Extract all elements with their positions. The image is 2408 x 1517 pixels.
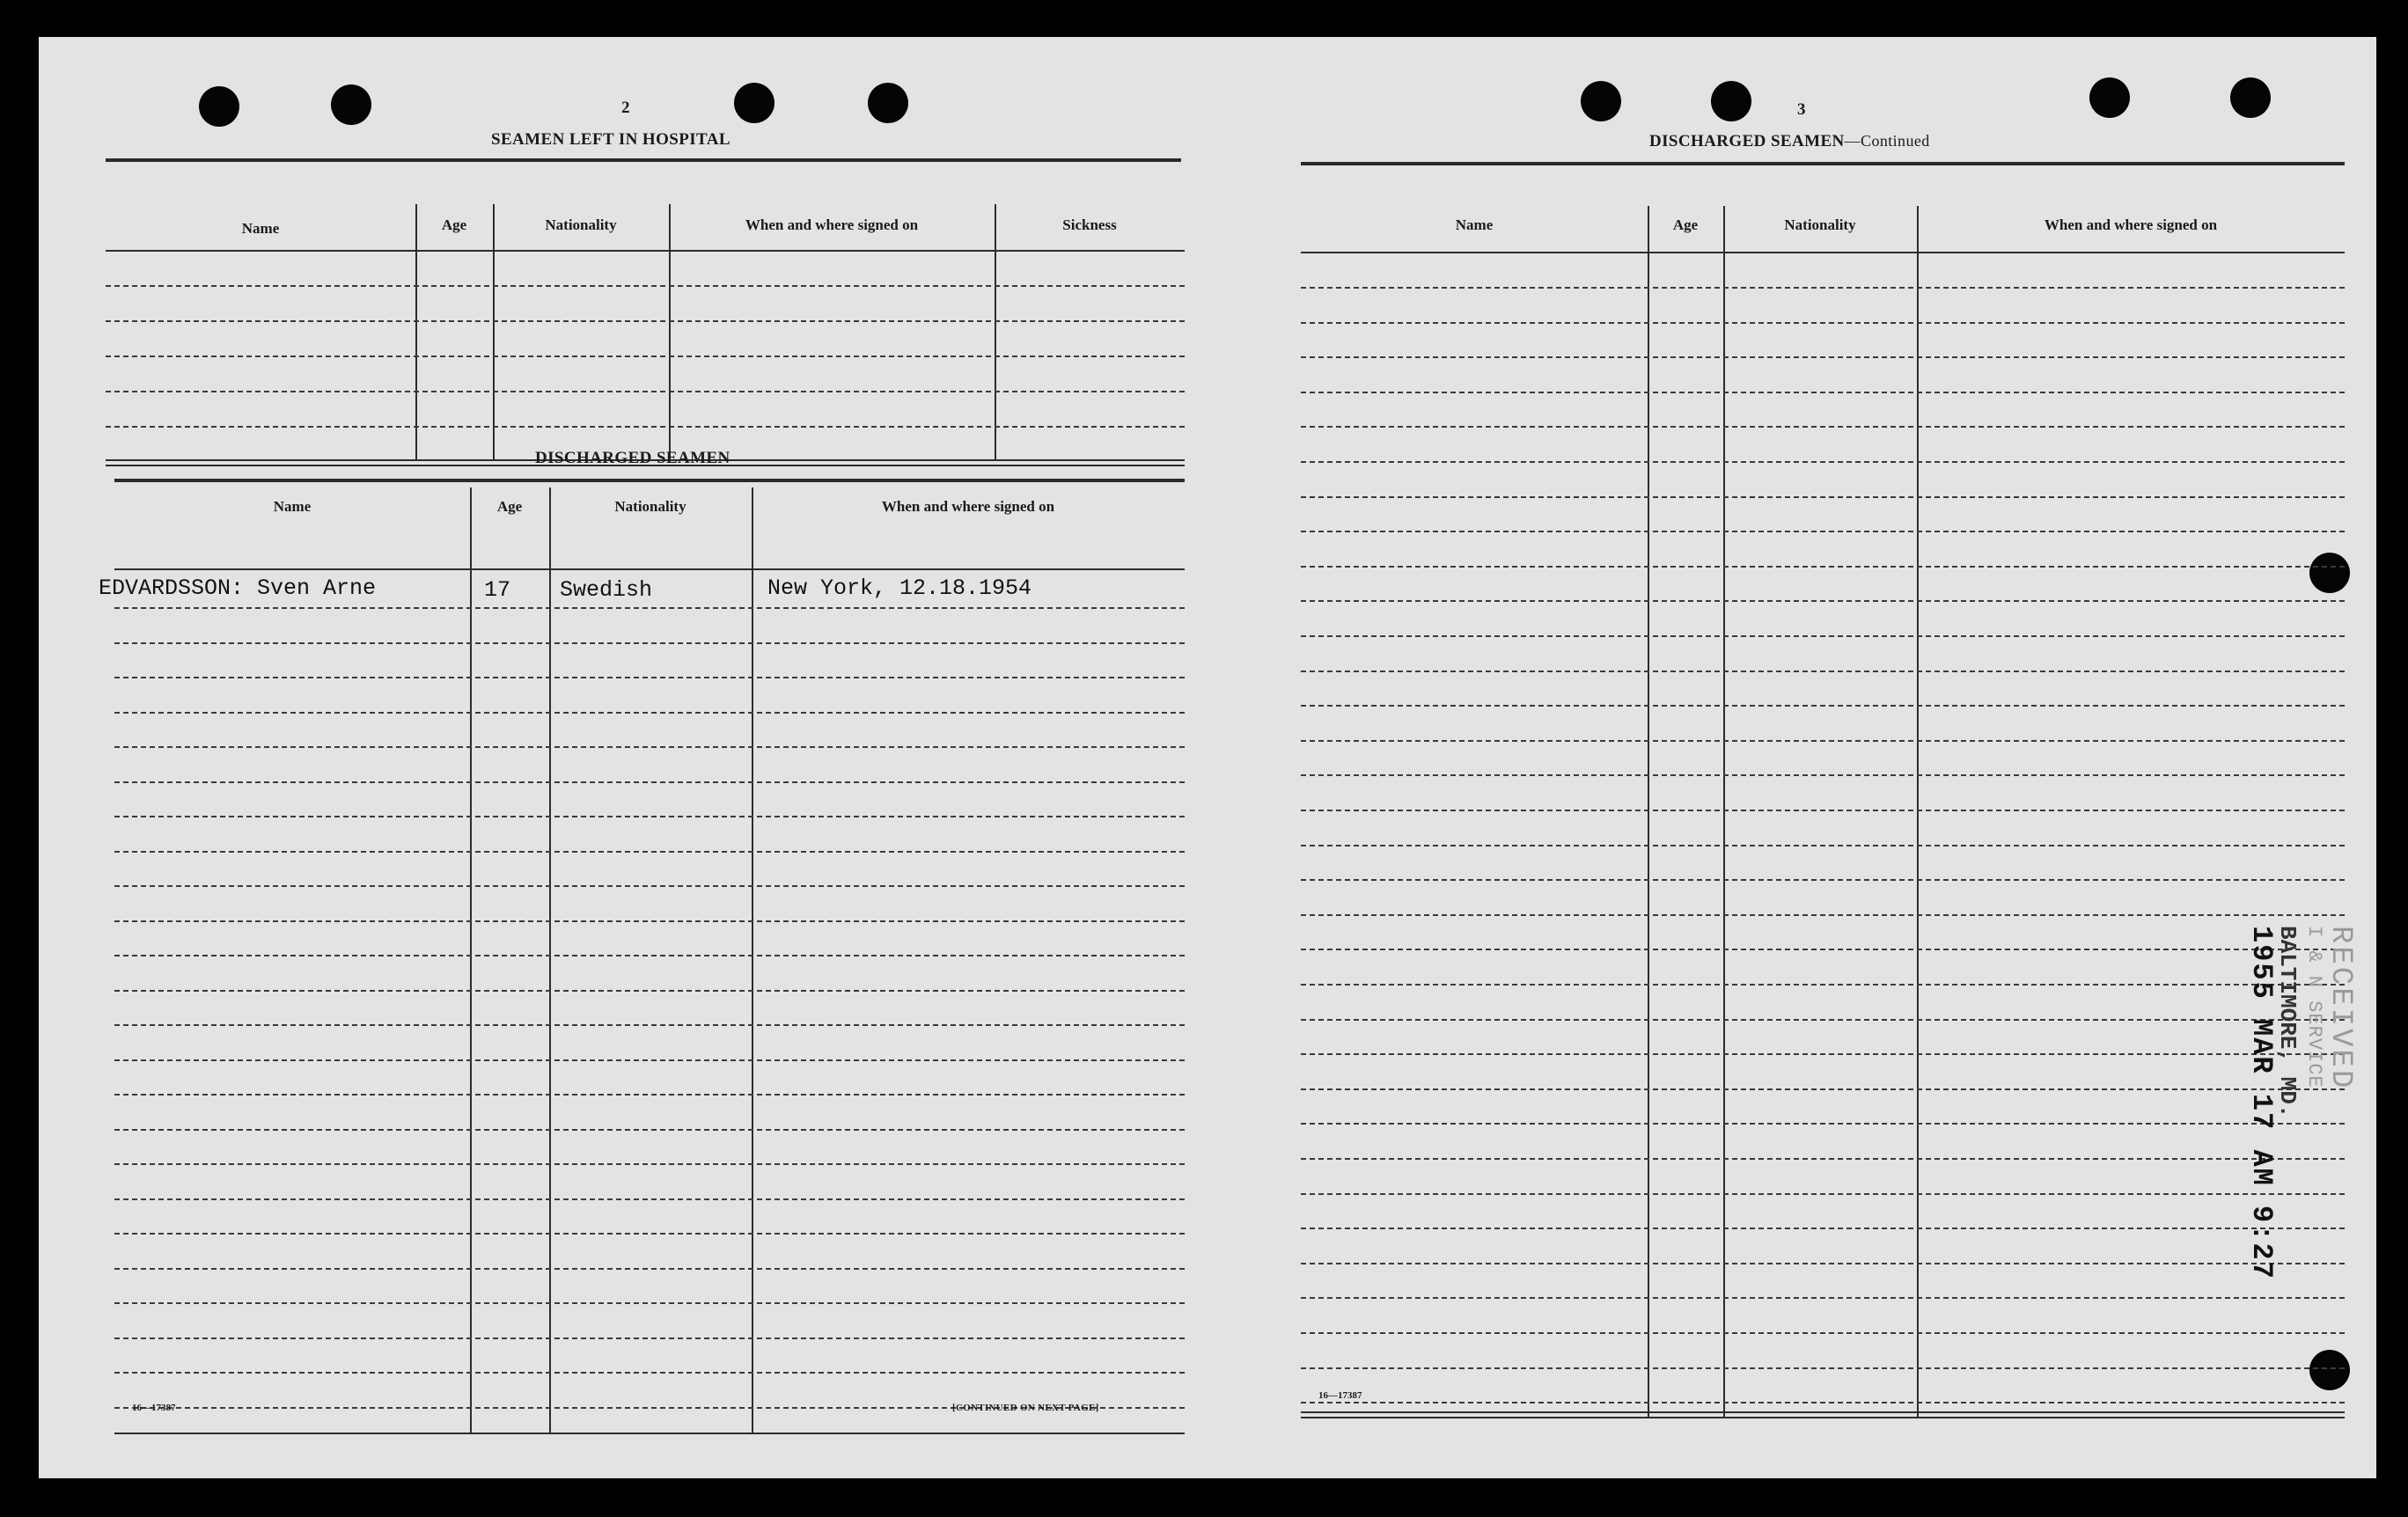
page-number: 3 <box>1797 100 1806 119</box>
row-rule <box>1301 984 2345 986</box>
punch-hole <box>331 84 371 125</box>
stamp-line-city: BALTIMORE, MD. <box>2274 926 2301 1118</box>
row-rule <box>1301 392 2345 393</box>
row-rule <box>114 816 1185 817</box>
row-rule <box>1301 1088 2345 1090</box>
row-rule <box>1301 426 2345 428</box>
title-rule <box>1301 162 2345 165</box>
row-rule <box>1301 635 2345 637</box>
row-rule <box>1301 1228 2345 1229</box>
continued-note: [CONTINUED ON NEXT PAGE] <box>952 1403 1099 1413</box>
column-header-name: Name <box>1455 216 1494 233</box>
column-divider <box>669 204 671 459</box>
discharged-continued-table <box>1301 167 2345 1418</box>
punch-hole <box>1581 81 1621 121</box>
stamp-line-received: RECEIVED <box>2324 926 2357 1091</box>
title-suffix: —Continued <box>1844 132 1930 150</box>
row-rule <box>1301 879 2345 881</box>
row-rule <box>114 781 1185 783</box>
row-rule <box>1301 810 2345 811</box>
stamp-line-date: 1955 MAR 17 AM 9:27 <box>2245 926 2278 1280</box>
column-header-name: Name <box>273 498 312 515</box>
row-rule <box>1301 705 2345 707</box>
column-header-signed-on: When and where signed on <box>2044 216 2218 233</box>
column-header-nationality: Nationality <box>1784 216 1856 233</box>
column-header-nationality: Nationality <box>614 498 686 515</box>
received-stamp <box>2245 926 2357 1280</box>
column-divider <box>1648 206 1649 1418</box>
column-header-nationality: Nationality <box>545 216 617 233</box>
seaman-name: EDVARDSSON: Sven Arne <box>99 575 377 601</box>
row-rule <box>106 426 1185 428</box>
scanned-document <box>39 37 2376 1478</box>
column-header-sickness: Sickness <box>1062 216 1117 233</box>
row-rule <box>114 885 1185 887</box>
row-rule <box>1301 914 2345 916</box>
row-rule <box>1301 671 2345 672</box>
row-rule <box>106 320 1185 322</box>
row-rule <box>114 1059 1185 1061</box>
title-rule <box>114 479 1185 482</box>
punch-hole <box>734 83 775 123</box>
stamp-line-service: I & N SERVICE <box>2303 926 2325 1088</box>
row-rule <box>1301 1053 2345 1055</box>
column-header-signed-on: When and where signed on <box>881 498 1055 515</box>
row-rule <box>114 1337 1185 1339</box>
discharged-section-title: DISCHARGED SEAMEN <box>535 449 730 467</box>
row-rule <box>1301 1402 2345 1403</box>
hospital-table <box>106 165 1185 465</box>
row-rule <box>1301 1367 2345 1369</box>
seaman-nationality: Swedish <box>560 577 653 603</box>
page-number: 2 <box>621 99 630 117</box>
row-rule <box>114 642 1185 644</box>
right-page <box>1209 37 2376 1478</box>
row-rule <box>1301 1297 2345 1299</box>
column-divider <box>493 204 495 459</box>
form-number: 16—17387 <box>132 1403 176 1413</box>
column-divider <box>1723 206 1725 1418</box>
row-rule <box>114 1024 1185 1026</box>
row-rule <box>114 955 1185 956</box>
column-divider <box>1917 206 1919 1418</box>
column-divider <box>752 487 753 1433</box>
form-number: 16—17387 <box>1318 1390 1362 1401</box>
row-rule <box>114 851 1185 853</box>
row-rule <box>114 1372 1185 1374</box>
title-text: DISCHARGED SEAMEN <box>1649 132 1845 150</box>
column-header-age: Age <box>496 498 523 515</box>
column-header-name: Name <box>241 220 280 237</box>
row-rule <box>1301 1263 2345 1264</box>
row-rule <box>114 1233 1185 1235</box>
column-divider <box>415 204 417 459</box>
row-rule <box>1301 461 2345 463</box>
row-rule <box>1301 322 2345 324</box>
column-divider <box>995 204 996 459</box>
header-rule <box>1301 252 2345 253</box>
row-rule <box>1301 566 2345 568</box>
row-rule <box>1301 1123 2345 1125</box>
row-rule <box>106 285 1185 287</box>
row-rule <box>1301 496 2345 498</box>
row-rule <box>1301 531 2345 532</box>
row-rule <box>114 1198 1185 1200</box>
row-rule <box>114 607 1185 609</box>
row-rule <box>1301 1332 2345 1334</box>
row-rule <box>114 1129 1185 1131</box>
punch-hole <box>199 86 239 127</box>
hospital-section-title: SEAMEN LEFT IN HOSPITAL <box>491 130 730 149</box>
row-rule <box>114 1268 1185 1270</box>
punch-hole <box>2089 77 2130 118</box>
discharged-table <box>114 484 1185 1434</box>
row-rule <box>1301 1158 2345 1160</box>
table-bottom-rule <box>114 1433 1185 1434</box>
discharged-continued-title <box>1649 132 1930 151</box>
seaman-age: 17 <box>484 577 511 603</box>
header-rule <box>114 568 1185 570</box>
row-rule <box>1301 600 2345 602</box>
column-header-age: Age <box>1672 216 1699 233</box>
seaman-signed-on: New York, 12.18.1954 <box>767 575 1032 601</box>
row-rule <box>1301 1019 2345 1021</box>
row-rule <box>114 677 1185 678</box>
punch-hole <box>868 83 908 123</box>
column-divider <box>549 487 551 1433</box>
row-rule <box>114 1094 1185 1096</box>
row-rule <box>114 1302 1185 1304</box>
row-rule <box>114 920 1185 922</box>
punch-hole <box>1711 81 1751 121</box>
title-rule <box>106 158 1181 162</box>
table-bottom-rule <box>1301 1411 2345 1413</box>
row-rule <box>1301 287 2345 289</box>
column-header-signed-on: When and where signed on <box>745 216 919 233</box>
column-header-age: Age <box>441 216 467 233</box>
row-rule <box>106 355 1185 357</box>
row-rule <box>1301 356 2345 358</box>
table-bottom-rule <box>1301 1417 2345 1418</box>
row-rule <box>114 712 1185 714</box>
row-rule <box>1301 845 2345 846</box>
row-rule <box>1301 774 2345 776</box>
row-rule <box>1301 740 2345 742</box>
row-rule <box>114 746 1185 748</box>
punch-hole <box>2230 77 2271 118</box>
row-rule <box>1301 949 2345 950</box>
row-rule <box>114 990 1185 992</box>
row-rule <box>106 391 1185 392</box>
row-rule <box>114 1163 1185 1165</box>
column-divider <box>470 487 472 1433</box>
header-rule <box>106 250 1185 252</box>
left-page <box>39 37 1209 1478</box>
row-rule <box>1301 1193 2345 1195</box>
